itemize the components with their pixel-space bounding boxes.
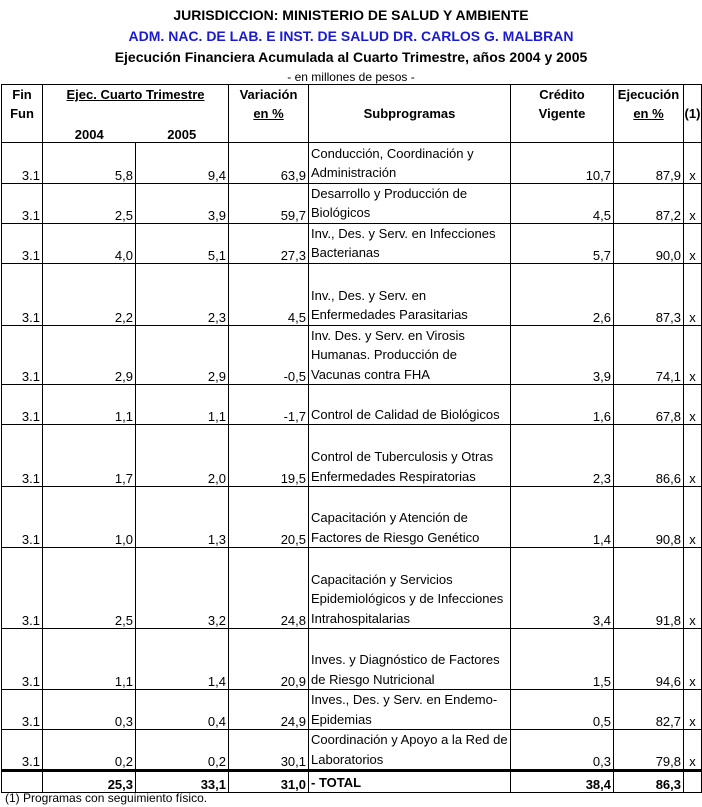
credito-cell: 0,5 [511,690,614,730]
fin-fun-cell: 3.1 [2,263,43,325]
subprograma-cell: Inv., Des. y Serv. en Infecciones Bacterianas [309,223,511,263]
value-2004-cell: 1,7 [43,425,136,487]
ejecucion-cell: 94,6 [614,629,684,690]
value-2005-cell: 1,1 [136,385,229,425]
ejecucion-cell: 90,8 [614,487,684,548]
fin-fun-cell: 3.1 [2,487,43,548]
total-row [2,771,702,793]
variacion-cell: 20,9 [229,629,309,690]
nota-cell: x [684,629,702,690]
subprograma-cell: Desarrollo y Producción de Biológicos [309,183,511,223]
credito-cell: 1,5 [511,629,614,690]
total-fin-fun-cell [2,771,43,793]
table-row [2,730,702,771]
value-2004-cell: 2,9 [43,325,136,385]
subprograma-cell: Capacitación y Atención de Factores de Riesgo Genético [309,487,511,548]
ejecucion-cell: 87,9 [614,142,684,183]
ejecucion-cell: 87,3 [614,263,684,325]
value-2005-cell: 5,1 [136,223,229,263]
fin-fun-cell: 3.1 [2,385,43,425]
credito-cell: 3,4 [511,548,614,629]
fin-fun-cell: 3.1 [2,142,43,183]
credito-cell: 1,6 [511,385,614,425]
value-2005-cell: 9,4 [136,142,229,183]
header-2004: 2004 [43,127,136,143]
fin-fun-cell: 3.1 [2,325,43,385]
table-row [2,263,702,325]
subprograma-cell: Coordinación y Apoyo a la Red de Laboratorios [309,730,511,771]
fin-fun-cell: 3.1 [2,183,43,223]
nota-cell: x [684,223,702,263]
ejecucion-cell: 74,1 [614,325,684,385]
header-credito-label: Crédito [539,87,585,102]
header-variacion [229,85,309,143]
total-ejecucion-cell: 86,3 [614,771,684,793]
execution-table [1,84,702,793]
header-fun-label: Fun [10,106,34,121]
table-row [2,325,702,385]
value-2004-cell: 4,0 [43,223,136,263]
header-ejecucion-label: Ejecución [617,87,680,102]
header-fin-fun [2,85,43,143]
jurisdiction-title: JURISDICCION: MINISTERIO DE SALUD Y AMBIENTE [173,7,529,23]
fin-fun-cell: 3.1 [2,690,43,730]
total-nota-cell [684,771,702,793]
header-variacion-unit: en % [253,106,284,121]
total-variacion-cell: 31,0 [229,771,309,793]
value-2005-cell: 1,3 [136,487,229,548]
variacion-cell: 59,7 [229,183,309,223]
nota-cell: x [684,263,702,325]
header-variacion-label: Variación [239,87,298,102]
nota-cell: x [684,487,702,548]
credito-cell: 1,4 [511,487,614,548]
nota-cell: x [684,730,702,771]
total-credito-cell: 38,4 [511,771,614,793]
credito-cell: 5,7 [511,223,614,263]
value-2004-cell: 5,8 [43,142,136,183]
subprograma-cell: Capacitación y Servicios Epidemiológicos y de Infecciones Intrahospitalarias [309,548,511,629]
subprograma-cell: Inv., Des. y Serv. en Enfermedades Parasitarias [309,263,511,325]
value-2004-cell: 0,3 [43,690,136,730]
ejecucion-cell: 87,2 [614,183,684,223]
fin-fun-cell: 3.1 [2,425,43,487]
report-title: Ejecución Financiera Acumulada al Cuarto Trimestre, años 2004 y 2005 [114,49,588,65]
table-body [2,142,702,793]
variacion-cell: 19,5 [229,425,309,487]
variacion-cell: 27,3 [229,223,309,263]
variacion-cell: 24,8 [229,548,309,629]
total-value-2005-cell: 33,1 [136,771,229,793]
value-2005-cell: 0,4 [136,690,229,730]
variacion-cell: 63,9 [229,142,309,183]
table-row [2,690,702,730]
value-2005-cell: 2,0 [136,425,229,487]
ejecucion-cell: 86,6 [614,425,684,487]
table-row [2,548,702,629]
units-subtitle: - en millones de pesos - [287,70,415,84]
subprograma-cell: Control de Calidad de Biológicos [309,385,511,425]
table-row [2,425,702,487]
credito-cell: 2,3 [511,425,614,487]
value-2005-cell: 3,2 [136,548,229,629]
header-subprogramas: Subprogramas [309,85,511,143]
value-2005-cell: 0,2 [136,730,229,771]
value-2005-cell: 1,4 [136,629,229,690]
credito-cell: 4,5 [511,183,614,223]
nota-cell: x [684,325,702,385]
value-2004-cell: 2,5 [43,183,136,223]
subprograma-cell: Inv. Des. y Serv. en Virosis Humanas. Producción de Vacunas contra FHA [309,325,511,385]
value-2004-cell: 2,2 [43,263,136,325]
table-row [2,223,702,263]
nota-cell: x [684,548,702,629]
value-2005-cell: 2,9 [136,325,229,385]
fin-fun-cell: 3.1 [2,223,43,263]
header-credito [511,85,614,143]
variacion-cell: -1,7 [229,385,309,425]
table-row [2,487,702,548]
subprograma-cell: Control de Tuberculosis y Otras Enfermedades Respiratorias [309,425,511,487]
fin-fun-cell: 3.1 [2,548,43,629]
credito-cell: 0,3 [511,730,614,771]
ejecucion-cell: 67,8 [614,385,684,425]
nota-cell: x [684,385,702,425]
nota-cell: x [684,183,702,223]
fin-fun-cell: 3.1 [2,629,43,690]
header-2005: 2005 [136,127,229,143]
ejecucion-cell: 90,0 [614,223,684,263]
header-ejecucion [614,85,684,143]
subprograma-cell: Inves., Des. y Serv. en Endemo-Epidemias [309,690,511,730]
header-ejec-label: Ejec. Cuarto Trimestre [66,87,205,102]
value-2005-cell: 2,3 [136,263,229,325]
value-2004-cell: 0,2 [43,730,136,771]
value-2004-cell: 1,0 [43,487,136,548]
variacion-cell: 24,9 [229,690,309,730]
variacion-cell: 30,1 [229,730,309,771]
value-2004-cell: 1,1 [43,629,136,690]
ejecucion-cell: 91,8 [614,548,684,629]
subprograma-cell: Inves. y Diagnóstico de Factores de Riesgo Nutricional [309,629,511,690]
table-row [2,385,702,425]
credito-cell: 10,7 [511,142,614,183]
variacion-cell: 4,5 [229,263,309,325]
agency-title: ADM. NAC. DE LAB. E INST. DE SALUD DR. CARLOS G. MALBRAN [128,28,574,44]
table-row [2,629,702,690]
value-2004-cell: 1,1 [43,385,136,425]
nota-cell: x [684,142,702,183]
fin-fun-cell: 3.1 [2,730,43,771]
table-row [2,183,702,223]
header-fin-label: Fin [12,87,32,102]
value-2004-cell: 2,5 [43,548,136,629]
header-ejecucion-unit: en % [633,106,664,121]
footnote: (1) Programas con seguimiento físico. [5,791,208,805]
total-value-2004-cell: 25,3 [43,771,136,793]
header-ejec [43,85,229,127]
table-row [2,142,702,183]
variacion-cell: -0,5 [229,325,309,385]
value-2005-cell: 3,9 [136,183,229,223]
credito-cell: 2,6 [511,263,614,325]
ejecucion-cell: 79,8 [614,730,684,771]
nota-cell: x [684,425,702,487]
credito-cell: 3,9 [511,325,614,385]
header-credito-label-2: Vigente [538,106,586,121]
ejecucion-cell: 82,7 [614,690,684,730]
total-subprograma-cell: - TOTAL [309,771,511,793]
table-header-row [2,85,702,127]
variacion-cell: 20,5 [229,487,309,548]
subprograma-cell: Conducción, Coordinación y Administración [309,142,511,183]
nota-cell: x [684,690,702,730]
header-nota: (1) [684,85,702,143]
